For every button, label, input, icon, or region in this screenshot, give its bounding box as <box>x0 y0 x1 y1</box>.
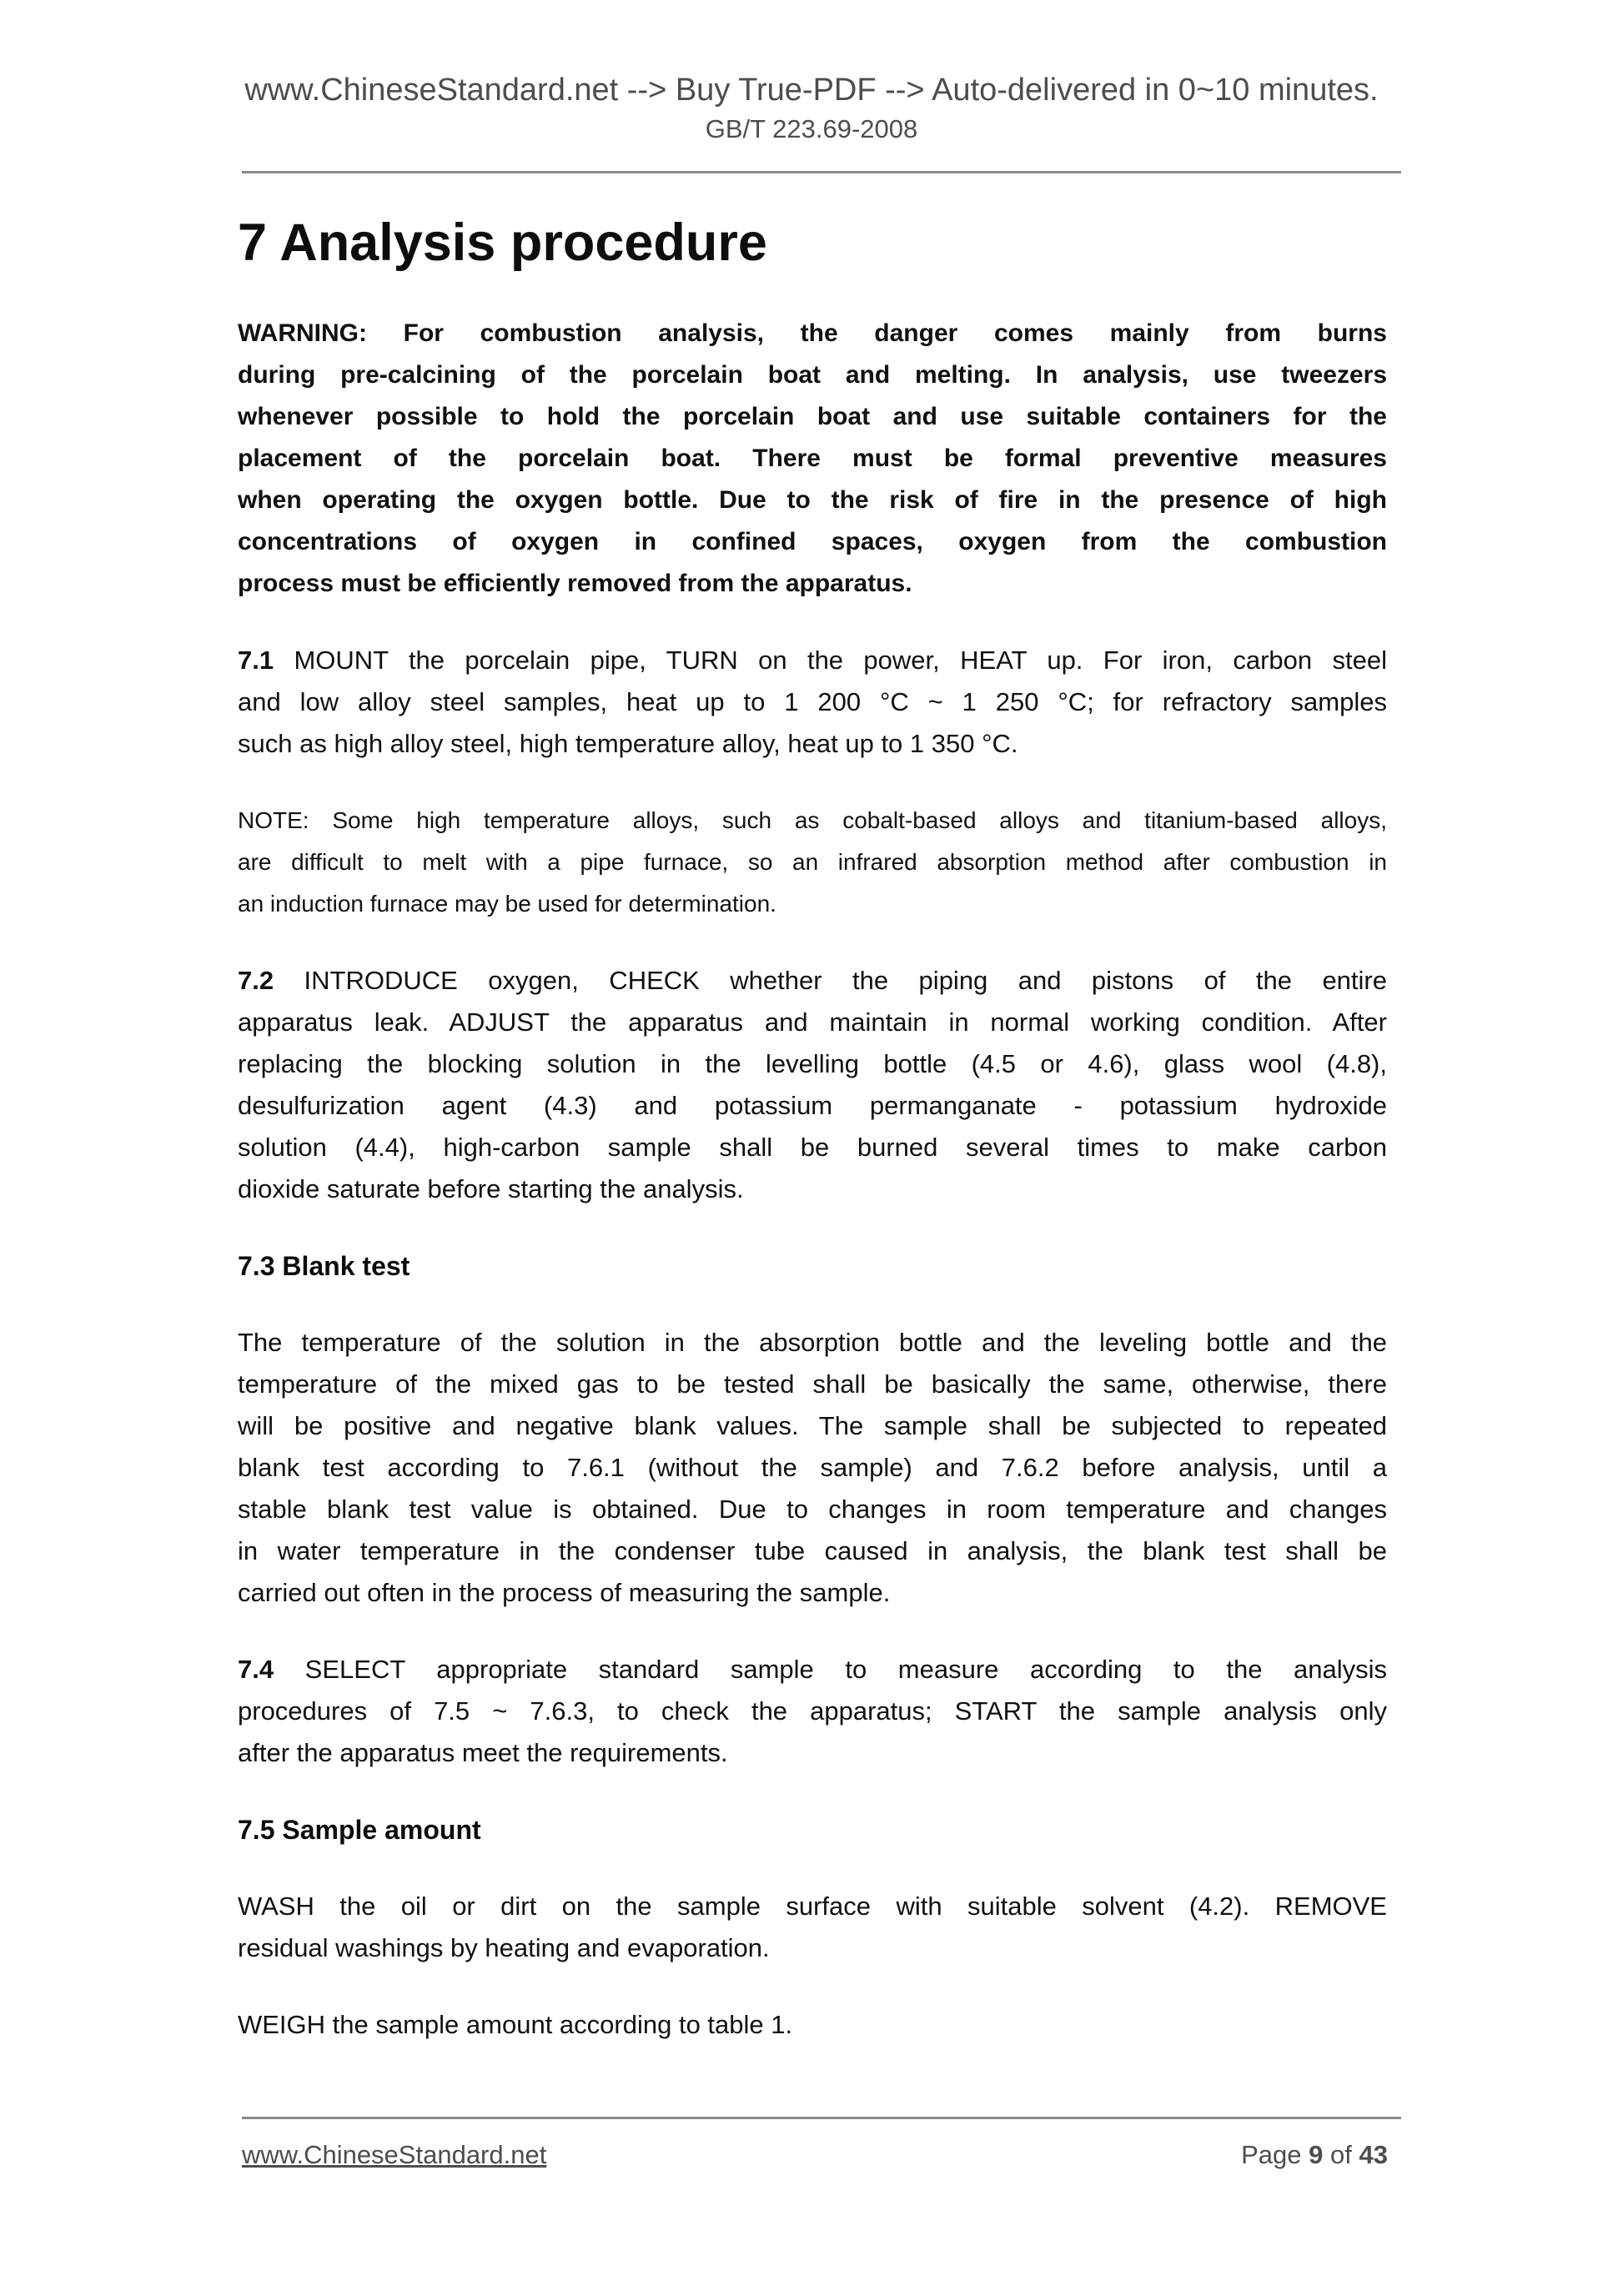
text-line: will be positive and negative blank values. The sample shall be subjected to repeated <box>238 1411 1387 1440</box>
body-paragraph <box>238 960 1387 1210</box>
page-current: 9 <box>1309 2140 1324 2169</box>
text-line: WASH the oil or dirt on the sample surface with suitable solvent (4.2). REMOVE <box>238 1892 1387 1921</box>
text-line: are difficult to melt with a pipe furnace, so an infrared absorption method after combustion in <box>238 849 1387 875</box>
text-line: concentrations of oxygen in confined spaces, oxygen from the combustion <box>238 528 1387 555</box>
text-line: process must be efficiently removed from the apparatus. <box>238 570 912 597</box>
text-line: such as high alloy steel, high temperature alloy, heat up to 1 350 °C. <box>238 729 1018 758</box>
page-footer <box>242 2137 1388 2173</box>
text-line: placement of the porcelain boat. There must be formal preventive measures <box>238 445 1387 472</box>
header-standard-number: GB/T 223.69-2008 <box>705 114 918 143</box>
text-line: when operating the oxygen bottle. Due to the risk of fire in the presence of high <box>238 486 1387 514</box>
text-line: in water temperature in the condenser tube caused in analysis, the blank test shall be <box>238 1536 1387 1565</box>
note-paragraph <box>238 800 1387 925</box>
page-total: 43 <box>1359 2140 1388 2169</box>
section-heading: 7.3 Blank test <box>238 1251 410 1281</box>
header-divider <box>242 171 1401 173</box>
text-line: 7.1 MOUNT the porcelain pipe, TURN on the power, HEAT up. For iron, carbon steel <box>238 646 1387 675</box>
text-line: procedures of 7.5 ~ 7.6.3, to check the apparatus; START the sample analysis only <box>238 1696 1387 1726</box>
text-line: 7.2 INTRODUCE oxygen, CHECK whether the piping and pistons of the entire <box>238 966 1387 995</box>
text-line: residual washings by heating and evaporation. <box>238 1933 770 1962</box>
page-header <box>0 70 1623 148</box>
text-line: during pre-calcining of the porcelain boat and melting. In analysis, use tweezers <box>238 361 1387 389</box>
page-label: Page <box>1241 2140 1302 2169</box>
text-line: dioxide saturate before starting the analysis. <box>238 1174 744 1203</box>
body-paragraph <box>238 640 1387 765</box>
body-paragraph <box>238 2004 1387 2046</box>
text-line: temperature of the mixed gas to be tested shall be basically the same, otherwise, there <box>238 1369 1387 1399</box>
document-blocks <box>238 313 1387 2046</box>
text-line: The temperature of the solution in the absorption bottle and the leveling bottle and the <box>238 1328 1387 1357</box>
text-line: and low alloy steel samples, heat up to 1 200 °C ~ 1 250 °C; for refractory samples <box>238 687 1387 716</box>
header-banner: www.ChineseStandard.net --> Buy True-PDF --> Auto-delivered in 0~10 minutes. <box>244 73 1379 108</box>
body-paragraph <box>238 1322 1387 1614</box>
text-line: NOTE: Some high temperature alloys, such as cobalt-based alloys and titanium-based alloys, <box>238 807 1387 833</box>
footer-divider <box>242 2117 1401 2119</box>
text-line: blank test according to 7.6.1 (without the sample) and 7.6.2 before analysis, until a <box>238 1453 1387 1482</box>
text-line: WEIGH the sample amount according to table 1. <box>238 2010 793 2039</box>
section-title: 7 Analysis procedure <box>238 214 767 272</box>
footer-site-link[interactable]: www.ChineseStandard.net <box>242 2140 547 2169</box>
text-line: stable blank test value is obtained. Due to changes in room temperature and changes <box>238 1495 1387 1524</box>
text-line: desulfurization agent (4.3) and potassium permanganate - potassium hydroxide <box>238 1091 1387 1120</box>
text-line: whenever possible to hold the porcelain boat and use suitable containers for the <box>238 403 1387 430</box>
warning-paragraph <box>238 313 1387 605</box>
text-line: WARNING: For combustion analysis, the danger comes mainly from burns <box>238 319 1387 347</box>
document-content <box>238 200 1387 2046</box>
page-of: of <box>1330 2140 1352 2169</box>
text-line: an induction furnace may be used for determination. <box>238 891 776 917</box>
body-paragraph <box>238 1649 1387 1774</box>
text-line: replacing the blocking solution in the levelling bottle (4.5 or 4.6), glass wool (4.8), <box>238 1049 1387 1078</box>
page-number <box>1241 2137 1388 2173</box>
text-line: after the apparatus meet the requirements. <box>238 1738 728 1767</box>
text-line: carried out often in the process of measuring the sample. <box>238 1578 891 1607</box>
section-heading: 7.5 Sample amount <box>238 1815 481 1845</box>
text-line: 7.4 SELECT appropriate standard sample to measure according to the analysis <box>238 1655 1387 1684</box>
text-line: apparatus leak. ADJUST the apparatus and maintain in normal working condition. After <box>238 1007 1387 1037</box>
text-line: solution (4.4), high-carbon sample shall be burned several times to make carbon <box>238 1133 1387 1162</box>
body-paragraph <box>238 1886 1387 1969</box>
